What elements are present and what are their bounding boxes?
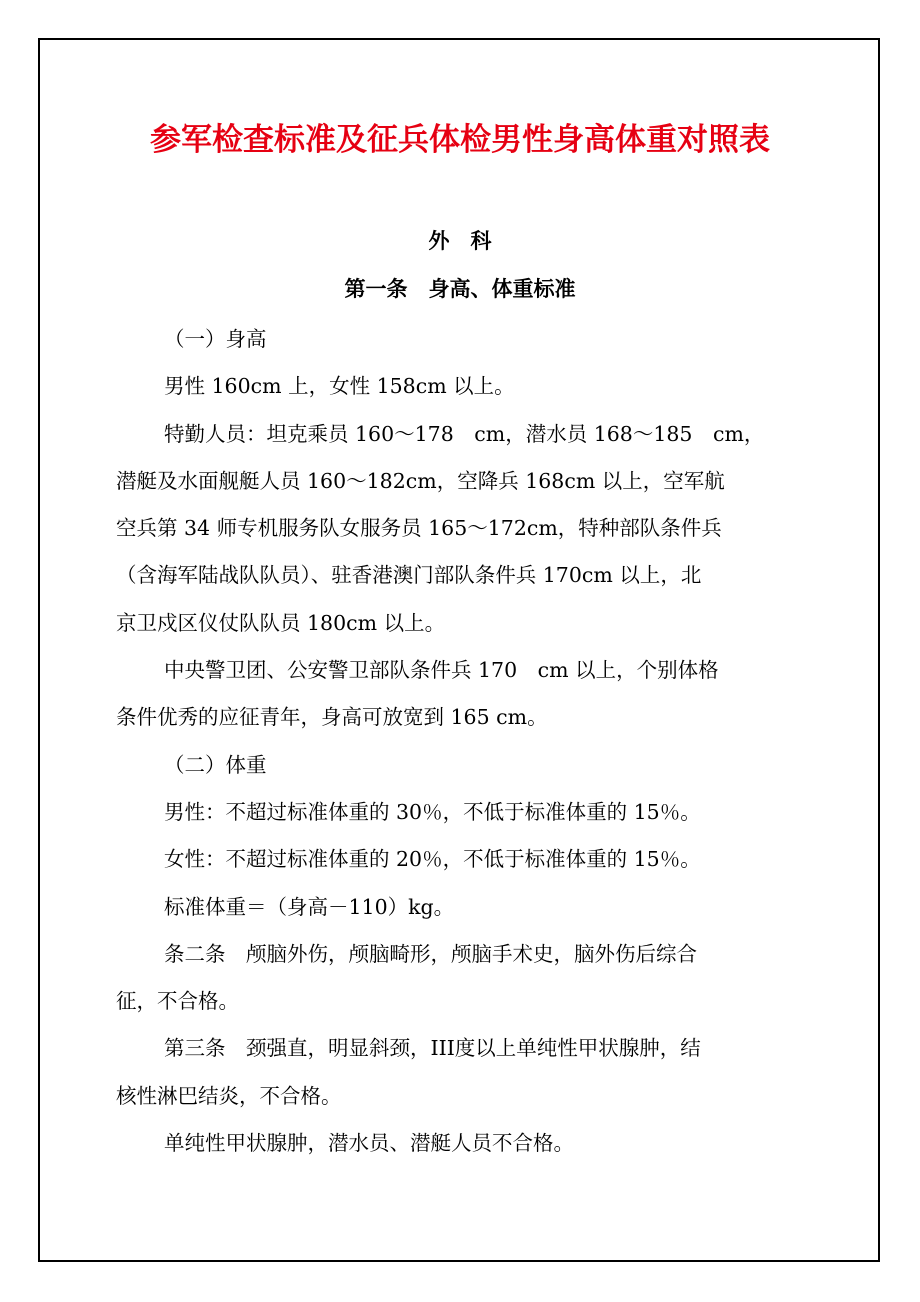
paragraph-line: 空兵第 34 师专机服务队女服务员 165～172cm，特种部队条件兵 <box>116 516 722 541</box>
paragraph-line: 中央警卫团、公安警卫部队条件兵 170 cm 以上，个别体格 <box>164 658 719 683</box>
article-two-line: 条二条 颅脑外伤，颅脑畸形，颅脑手术史，脑外伤后综合 <box>164 941 697 966</box>
paragraph-line: 潜艇及水面舰艇人员 160～182cm，空降兵 168cm 以上，空军航 <box>116 468 725 493</box>
paragraph-line: （含海军陆战队队员）、驻香港澳门部队条件兵 170cm 以上，北 <box>116 563 702 588</box>
article-three-line: 第三条 颈强直，明显斜颈，III度以上单纯性甲状腺肿，结 <box>164 1036 701 1061</box>
paragraph-line: 征，不合格。 <box>116 989 239 1014</box>
article-heading: 第一条 身高、体重标准 <box>344 277 576 301</box>
paragraph-line: 男性 160cm 上，女性 158cm 以上。 <box>164 374 515 399</box>
paragraph-line: 男性：不超过标准体重的 30％，不低于标准体重的 15％。 <box>164 799 701 824</box>
paragraph-line: 核性淋巴结炎，不合格。 <box>116 1083 342 1108</box>
document-title: 参军检查标准及征兵体检男性身高体重对照表 <box>150 122 770 158</box>
paragraph-line: 条件优秀的应征青年，身高可放宽到 165 cm。 <box>116 705 548 730</box>
paragraph-line: 标准体重＝（身高－110）kg。 <box>164 894 455 919</box>
paragraph-line: 特勤人员：坦克乘员 160～178 cm，潜水员 168～185 cm， <box>164 421 765 446</box>
subsection-height: （一）身高 <box>164 327 267 351</box>
paragraph-line: 女性：不超过标准体重的 20％，不低于标准体重的 15％。 <box>164 847 701 872</box>
document-body <box>116 316 816 1167</box>
subsection-weight: （二）体重 <box>164 752 267 777</box>
paragraph-line: 京卫戍区仪仗队队员 180cm 以上。 <box>116 610 446 635</box>
paragraph-line: 单纯性甲状腺肿，潜水员、潜艇人员不合格。 <box>164 1131 574 1156</box>
section-heading: 外 科 <box>428 229 492 253</box>
